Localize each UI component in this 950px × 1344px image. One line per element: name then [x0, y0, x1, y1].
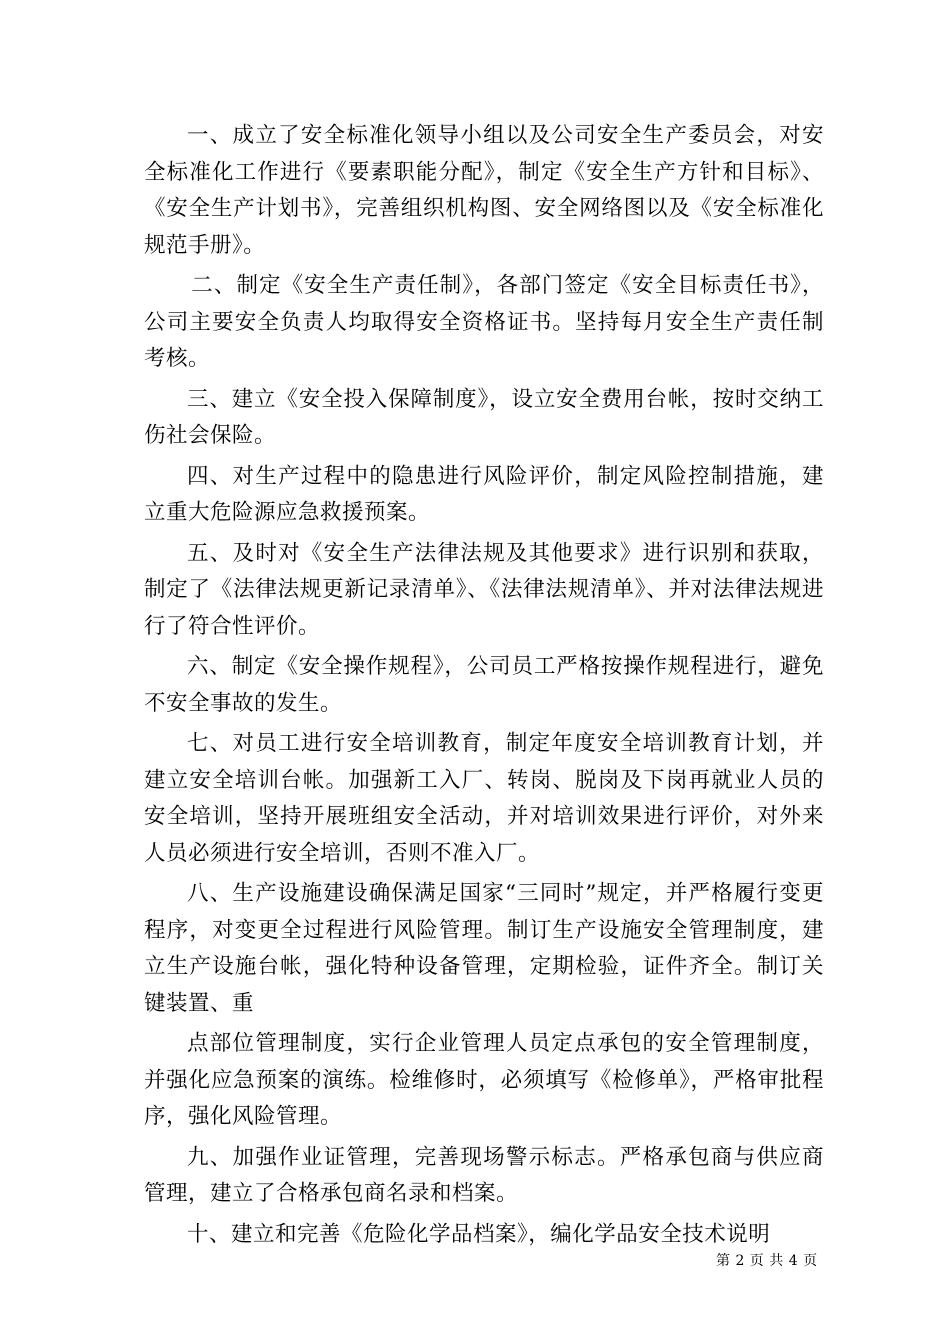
paragraph-5: 五、及时对《安全生产法律法规及其他要求》进行识别和获取，制定了《法律法规更新记录清单》、《法律法规清单》、并对法律法规进行了符合性评价。 — [144, 540, 824, 639]
paragraph-2: 二、制定《安全生产责任制》，各部门签定《安全目标责任书》，公司主要安全负责人均取得安全资格证书。坚持每月安全生产责任制考核。 — [144, 273, 824, 371]
paragraph-3: 三、建立《安全投入保障制度》，设立安全费用台帐，按时交纳工伤社会保险。 — [144, 386, 824, 448]
page-number-footer: 第 2 页 共 4 页 — [716, 1253, 818, 1269]
paragraph-4: 四、对生产过程中的隐患进行风险评价，制定风险控制措施，建立重大危险源应急救援预案。 — [144, 463, 824, 525]
paragraph-8: 八、生产设施建设确保满足国家“三同时”规定，并严格履行变更程序，对变更全过程进行风险管理。制订生产设施安全管理制度，建立生产设施台帐，强化特种设备管理，定期检验，证件齐全。制订关键装置、重 — [144, 881, 824, 1016]
paragraph-1: 一、成立了安全标准化领导小组以及公司安全生产委员会，对安全标准化工作进行《要素职能分配》，制定《安全生产方针和目标》、《安全生产计划书》，完善组织机构图、安全网络图以及《安全标准化规范手册》。 — [144, 123, 824, 258]
paragraph-6: 六、制定《安全操作规程》，公司员工严格按操作规程进行，避免不安全事故的发生。 — [144, 654, 824, 716]
paragraph-10: 十、建立和完善《危险化学品档案》，编化学品安全技术说明 — [187, 1221, 771, 1247]
document-body — [144, 118, 824, 1257]
paragraph-9: 九、加强作业证管理，完善现场警示标志。严格承包商与供应商管理，建立了合格承包商名录和档案。 — [144, 1144, 824, 1206]
paragraph-7: 七、对员工进行安全培训教育，制定年度安全培训教育计划，并建立安全培训台帐。加强新工入厂、转岗、脱岗及下岗再就业人员的安全培训，坚持开展班组安全活动，并对培训效果进行评价，对外来人员必须进行安全培训，否则不准入厂。 — [144, 731, 824, 866]
paragraph-8-continued: 点部位管理制度，实行企业管理人员定点承包的安全管理制度，并强化应急预案的演练。检维修时，必须填写《检修单》，严格审批程序，强化风险管理。 — [144, 1031, 824, 1129]
